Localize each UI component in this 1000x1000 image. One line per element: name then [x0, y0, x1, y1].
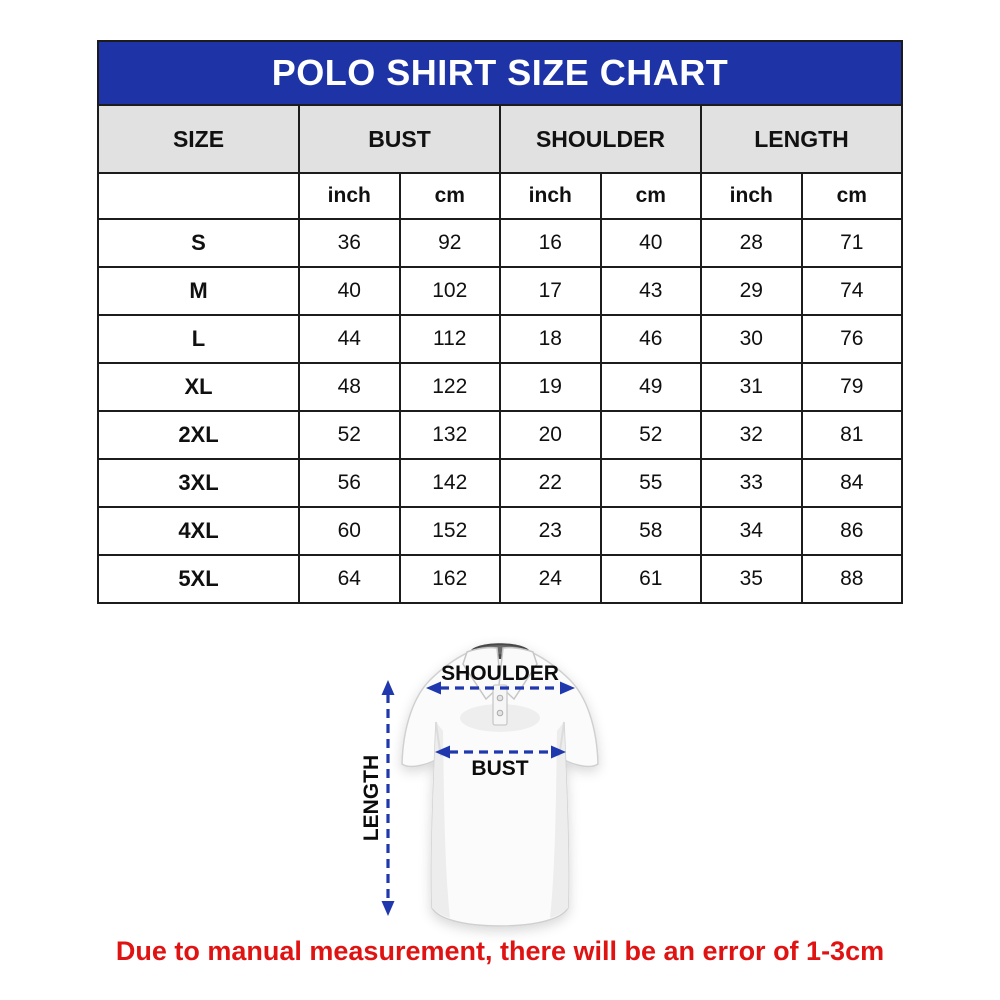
value-cell: 48 — [299, 363, 400, 411]
value-cell: 32 — [701, 411, 802, 459]
value-cell: 74 — [802, 267, 903, 315]
value-cell: 52 — [601, 411, 702, 459]
value-cell: 34 — [701, 507, 802, 555]
value-cell: 24 — [500, 555, 601, 603]
table-row-2xl — [98, 411, 902, 459]
size-cell: 2XL — [98, 411, 299, 459]
size-chart-table — [97, 40, 903, 604]
value-cell: 16 — [500, 219, 601, 267]
length-measure-arrow — [382, 680, 395, 916]
value-cell: 58 — [601, 507, 702, 555]
unit-cell-empty — [98, 173, 299, 219]
size-cell: 5XL — [98, 555, 299, 603]
value-cell: 52 — [299, 411, 400, 459]
unit-header-bust-cm: cm — [400, 173, 501, 219]
polo-shirt-svg — [340, 636, 680, 948]
table-row-xl — [98, 363, 902, 411]
size-cell: L — [98, 315, 299, 363]
table-row-3xl — [98, 459, 902, 507]
table-row-5xl — [98, 555, 902, 603]
polo-shirt-diagram — [340, 636, 680, 948]
table-row-4xl — [98, 507, 902, 555]
col-header-size: SIZE — [98, 105, 299, 173]
measurement-disclaimer: Due to manual measurement, there will be an error of 1-3cm — [115, 936, 885, 966]
col-header-length: LENGTH — [701, 105, 902, 173]
banner-row — [98, 41, 902, 105]
size-cell: 3XL — [98, 459, 299, 507]
value-cell: 122 — [400, 363, 501, 411]
value-cell: 19 — [500, 363, 601, 411]
value-cell: 88 — [802, 555, 903, 603]
page-title: POLO SHIRT SIZE CHART — [98, 41, 902, 105]
unit-header-shoulder-cm: cm — [601, 173, 702, 219]
value-cell: 60 — [299, 507, 400, 555]
value-cell: 20 — [500, 411, 601, 459]
value-cell: 86 — [802, 507, 903, 555]
value-cell: 132 — [400, 411, 501, 459]
value-cell: 33 — [701, 459, 802, 507]
value-cell: 18 — [500, 315, 601, 363]
value-cell: 152 — [400, 507, 501, 555]
value-cell: 81 — [802, 411, 903, 459]
column-header-row — [98, 105, 902, 173]
value-cell: 84 — [802, 459, 903, 507]
value-cell: 40 — [299, 267, 400, 315]
bust-label: BUST — [471, 757, 529, 780]
value-cell: 22 — [500, 459, 601, 507]
table-row-s — [98, 219, 902, 267]
button — [497, 695, 503, 701]
value-cell: 92 — [400, 219, 501, 267]
value-cell: 142 — [400, 459, 501, 507]
value-cell: 49 — [601, 363, 702, 411]
value-cell: 29 — [701, 267, 802, 315]
shoulder-label: SHOULDER — [441, 662, 559, 685]
value-cell: 56 — [299, 459, 400, 507]
value-cell: 28 — [701, 219, 802, 267]
placket — [493, 685, 507, 725]
value-cell: 102 — [400, 267, 501, 315]
button — [497, 710, 503, 716]
unit-header-bust-inch: inch — [299, 173, 400, 219]
value-cell: 64 — [299, 555, 400, 603]
value-cell: 79 — [802, 363, 903, 411]
value-cell: 44 — [299, 315, 400, 363]
table-row-m — [98, 267, 902, 315]
unit-header-length-cm: cm — [802, 173, 903, 219]
value-cell: 35 — [701, 555, 802, 603]
value-cell: 61 — [601, 555, 702, 603]
col-header-shoulder: SHOULDER — [500, 105, 701, 173]
size-cell: XL — [98, 363, 299, 411]
unit-header-length-inch: inch — [701, 173, 802, 219]
value-cell: 71 — [802, 219, 903, 267]
col-header-bust: BUST — [299, 105, 500, 173]
value-cell: 76 — [802, 315, 903, 363]
unit-header-shoulder-inch: inch — [500, 173, 601, 219]
size-cell: 4XL — [98, 507, 299, 555]
value-cell: 17 — [500, 267, 601, 315]
value-cell: 31 — [701, 363, 802, 411]
unit-header-row — [98, 173, 902, 219]
table-row-l — [98, 315, 902, 363]
size-cell: S — [98, 219, 299, 267]
value-cell: 40 — [601, 219, 702, 267]
length-label: LENGTH — [360, 754, 383, 842]
value-cell: 112 — [400, 315, 501, 363]
value-cell: 30 — [701, 315, 802, 363]
value-cell: 23 — [500, 507, 601, 555]
value-cell: 43 — [601, 267, 702, 315]
value-cell: 55 — [601, 459, 702, 507]
value-cell: 36 — [299, 219, 400, 267]
value-cell: 162 — [400, 555, 501, 603]
size-cell: M — [98, 267, 299, 315]
value-cell: 46 — [601, 315, 702, 363]
